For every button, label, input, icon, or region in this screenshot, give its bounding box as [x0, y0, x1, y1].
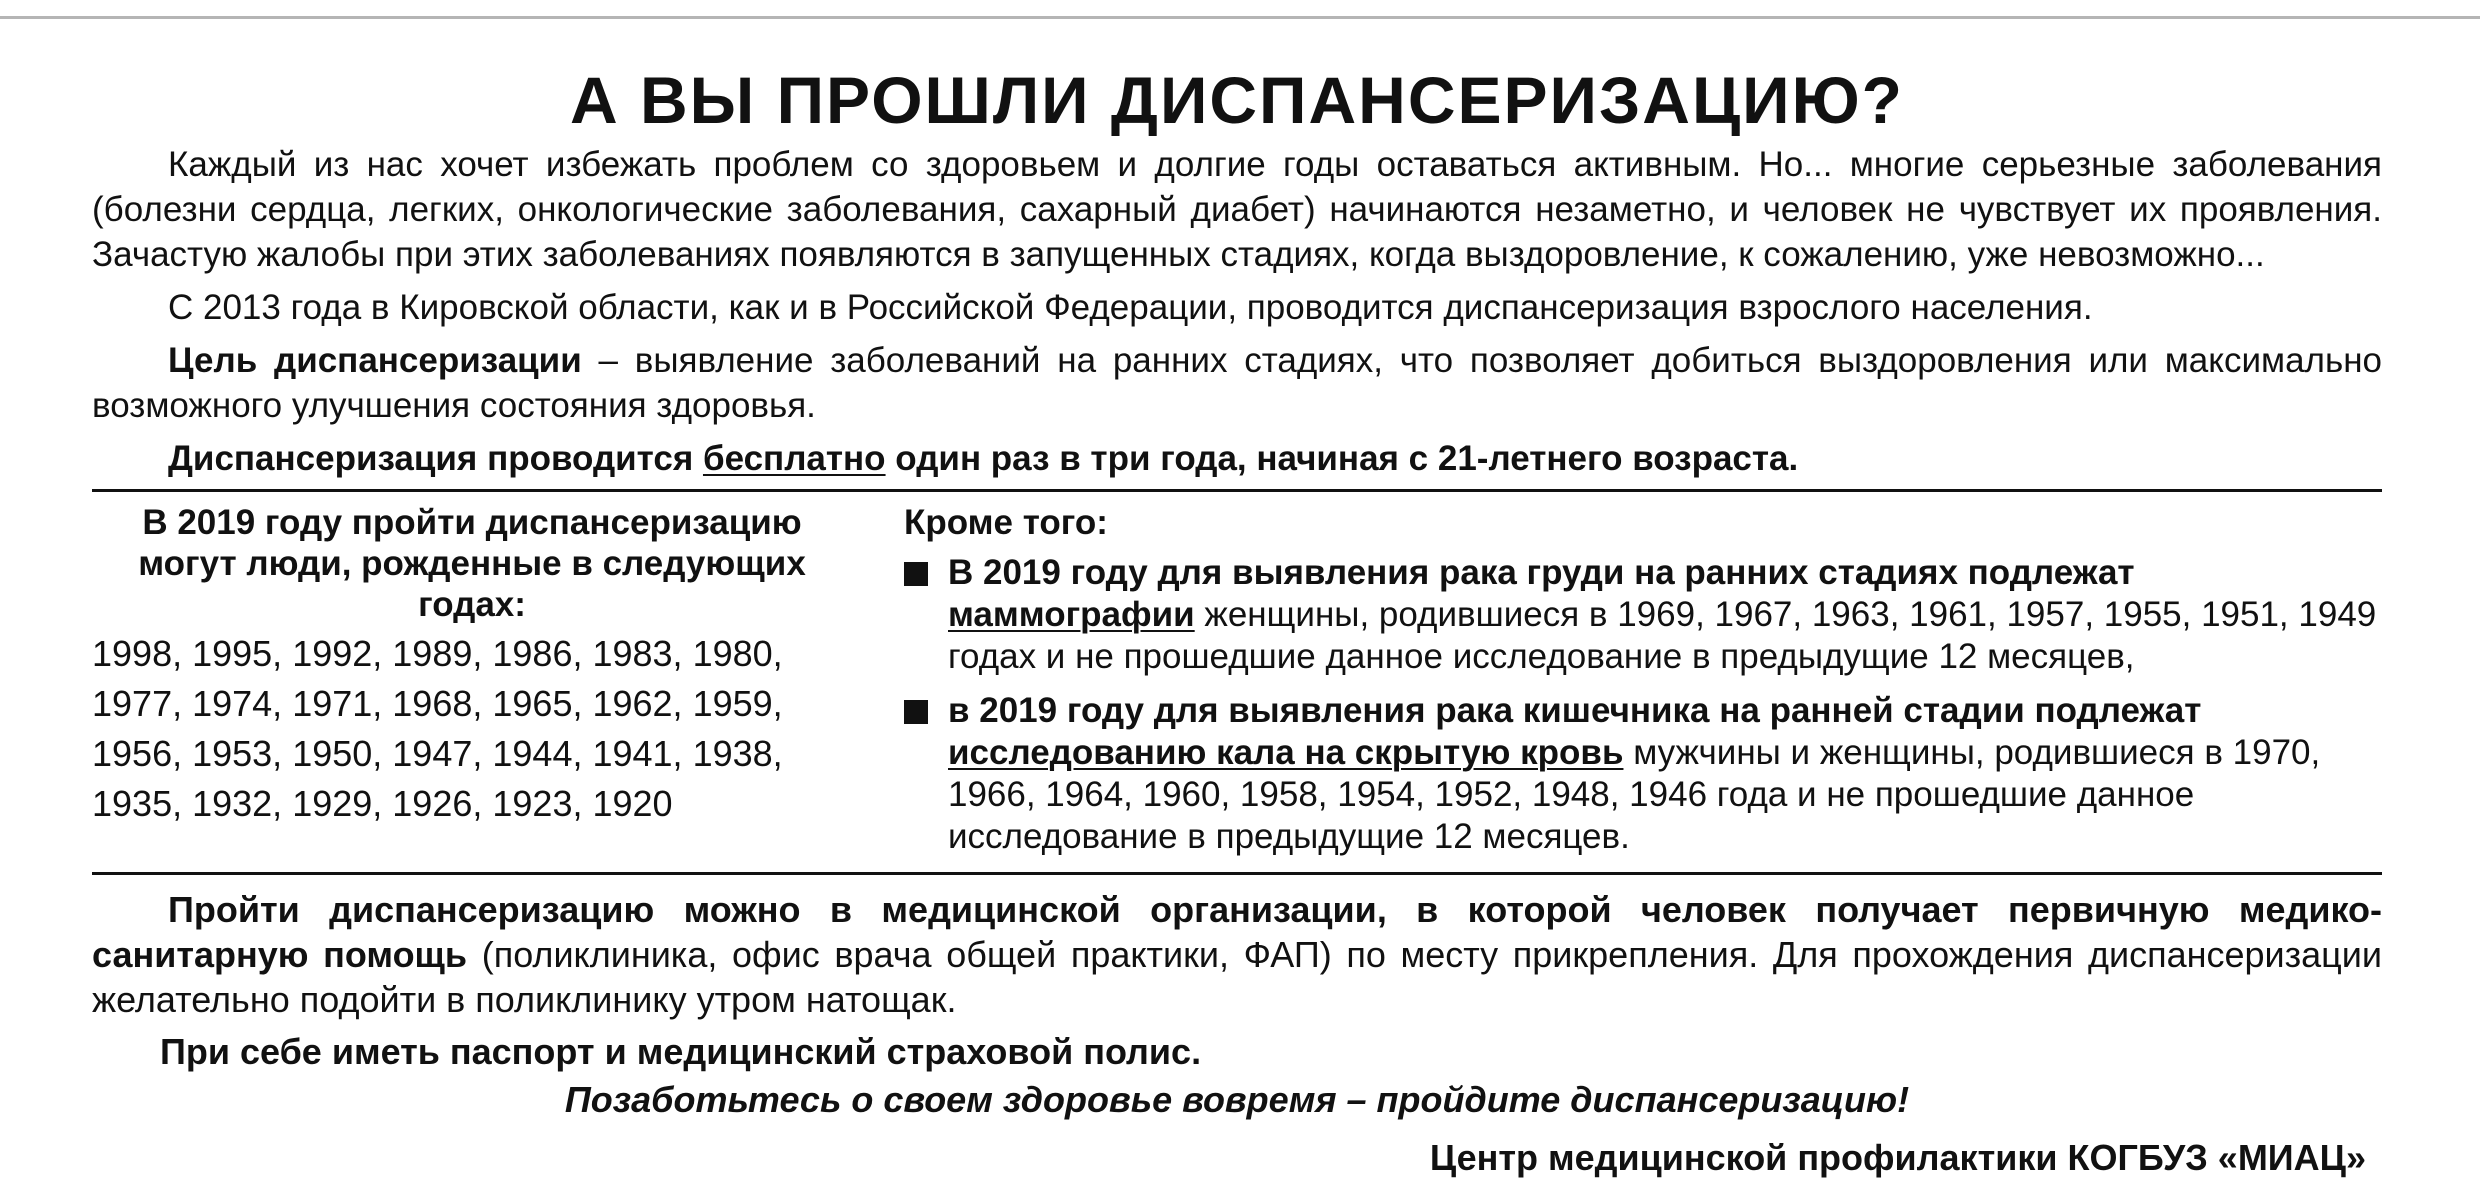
mammography-bold: В 2019 году для выявления рака груди на ранних стадиях подлежат [948, 553, 2135, 592]
free-text-b: один раз в три года, начиная с 21-летнего возраста. [885, 439, 1799, 478]
birth-year: 1989, [392, 633, 493, 674]
free-word: бесплатно [702, 439, 886, 478]
birth-year: 1935, [92, 783, 193, 824]
intro-paragraph-1: Каждый из нас хочет избежать проблем со здоровьем и долгие годы оставаться активным. Но... многие серьезные заболевания (болезни сердца, легких, онкологические заболевания, сахарный диабет) начинаются незаметно, и человек не чувствует их проявления. Зачастую жалобы при этих заболеваниях появляются в запущенных стадиях, когда выздоровление, к сожалению, уже невозможно... [92, 145, 2382, 274]
mammography-underline: маммографии [948, 595, 1195, 634]
additional-screening-column [852, 498, 2382, 870]
birth-years-list [92, 629, 852, 829]
birth-years-column [92, 498, 852, 870]
bowel-bold: в 2019 году для выявления рака кишечника на ранней стадии подлежат [948, 691, 2202, 730]
birth-year: 1944, [492, 733, 593, 774]
free-text-a: Диспансеризация проводится [168, 439, 703, 478]
square-bullet-icon [904, 700, 928, 724]
birth-year: 1932, [192, 783, 293, 824]
mammography-item [904, 552, 2382, 678]
birth-year: 1941, [592, 733, 693, 774]
columns [92, 498, 2382, 870]
passport-note: При себе иметь паспорт и медицинский страховой полис. [160, 1031, 1202, 1072]
bowel-underline: исследованию кала на скрытую кровь [948, 733, 1624, 772]
birth-year: 1980, [692, 633, 783, 674]
signature: Центр медицинской профилактики КОГБУЗ «МИАЦ» [1429, 1137, 2366, 1178]
page-title: А ВЫ ПРОШЛИ ДИСПАНСЕРИЗАЦИЮ? [569, 63, 1904, 137]
goal-label: Цель диспансеризации [168, 341, 582, 380]
birth-year: 1956, [92, 733, 193, 774]
birth-years-heading: В 2019 году пройти диспансеризацию могут люди, рожденные в следующих годах: [138, 503, 806, 624]
mammography-rest: женщины, родившиеся в 1969, 1967, 1963, 1961, 1957, 1955, 1951, 1949 годах и не прошедшие данное исследование в предыдущие 12 месяцев, [948, 595, 2377, 676]
intro-paragraph-3 [92, 338, 2382, 428]
leaflet [92, 58, 2382, 1182]
section-divider-2 [92, 872, 2382, 875]
birth-year: 1983, [592, 633, 693, 674]
where-paragraph [92, 887, 2382, 1022]
birth-year: 1953, [192, 733, 293, 774]
birth-year: 1965, [492, 683, 593, 724]
intro-paragraph-4 [92, 436, 2382, 481]
top-divider [0, 16, 2480, 19]
square-bullet-icon [904, 562, 928, 586]
birth-year: 1929, [292, 783, 393, 824]
goal-text: – выявление заболеваний на ранних стадиях, что позволяет добиться выздоровления или максимально возможного улучшения состояния здоровья. [92, 341, 2383, 425]
where-bold: Пройти диспансеризацию можно в медицинской организации, в которой человек получает первичную медико-санитарную помощь [92, 889, 2382, 975]
birth-year: 1926, [392, 783, 493, 824]
birth-year: 1920 [592, 783, 673, 824]
additional-heading: Кроме того: [904, 503, 1108, 542]
where-rest: (поликлиника, офис врача общей практики, ФАП) по месту прикрепления. Для прохождения диспансеризации желательно подойти в поликлинику утром натощак. [92, 934, 2382, 1020]
bowel-screening-item [904, 690, 2382, 858]
birth-year: 1950, [292, 733, 393, 774]
bottom-section [92, 887, 2382, 1182]
intro-paragraph-2: С 2013 года в Кировской области, как и в Российской Федерации, проводится диспансеризация взрослого населения. [168, 288, 2093, 327]
birth-year: 1998, [92, 633, 193, 674]
birth-year: 1962, [592, 683, 693, 724]
birth-year: 1986, [492, 633, 593, 674]
birth-year: 1974, [192, 683, 293, 724]
birth-year: 1923, [492, 783, 593, 824]
slogan: Позаботьтесь о своем здоровье вовремя – пройдите диспансеризацию! [564, 1079, 1910, 1120]
bowel-rest: мужчины и женщины, родившиеся в 1970, 1966, 1964, 1960, 1958, 1954, 1952, 1948, 1946 года и не прошедшие данное исследование в предыдущие 12 месяцев. [948, 733, 2321, 856]
section-divider-1 [92, 489, 2382, 492]
birth-year: 1959, [692, 683, 783, 724]
birth-year: 1938, [692, 733, 783, 774]
birth-year: 1947, [392, 733, 493, 774]
birth-year: 1995, [192, 633, 293, 674]
birth-year: 1971, [292, 683, 393, 724]
birth-year: 1992, [292, 633, 393, 674]
birth-year: 1968, [392, 683, 493, 724]
birth-year: 1977, [92, 683, 193, 724]
